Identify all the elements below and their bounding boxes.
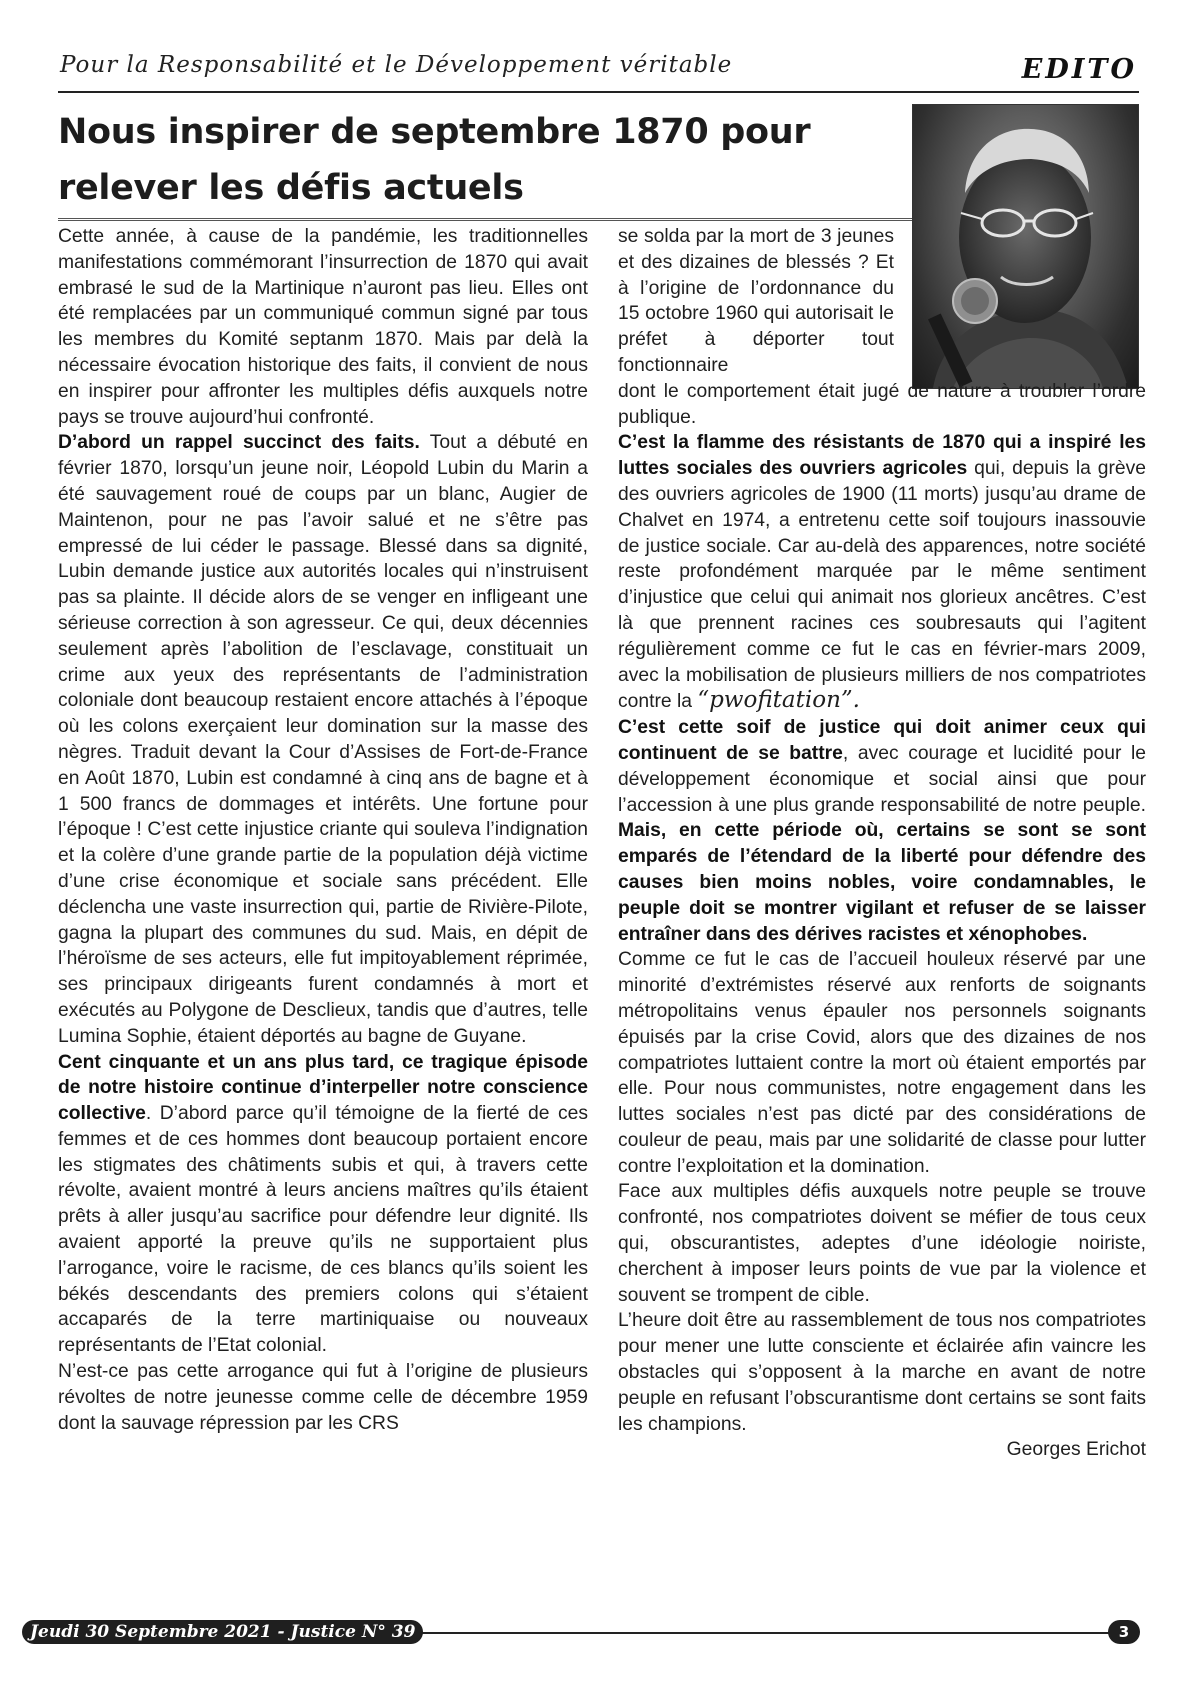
paragraph xyxy=(618,430,1146,715)
title-divider xyxy=(58,218,918,221)
paragraph-emphasis: Mais, en cette période où, certains se sont se sont emparés de l’étendard de la liberté pour défendre des causes bien moins nobles, voire condamnables, le peuple doit se montrer vigilant et refuser de se laisser entraîner dans des dérives racistes et xénophobes. xyxy=(618,820,1146,945)
paragraph-body: , avec courage et lucidité pour le développement économique et social ainsi que pour l’accession à une plus grande responsabilité de notre peuple. xyxy=(618,742,1147,816)
page-number: 3 xyxy=(1108,1620,1140,1644)
paragraph: L’heure doit être au rassemblement de tous nos compatriotes pour mener une lutte consciente et éclairée afin vaincre les obstacles qui s’opposent à la marche en avant de notre peuple en refusant l’obscurantisme dont certains se sont faits les champions. xyxy=(618,1310,1146,1435)
pwofitation-quote: “pwofitation”. xyxy=(697,687,860,714)
paragraph-lead: Cent cinquante et un ans plus tard, ce tragique épisode de notre histoire continue d’interpeller notre conscience collective xyxy=(58,1051,588,1125)
paragraph: Comme ce fut le cas de l’accueil houleux réservé par une minorité d’extrémistes réservé aux renforts de soignants métropolitains venus épauler nos personnels soignants épuisés par la crise Covid, alors que des dizaines de nos compatriotes luttaient contre la mort où étaient emportés par elle. Pour nous communistes, notre engagement dans les luttes sociales n’est pas dicté par des considérations de couleur de peau, mais par une solidarité de classe pour lutter contre l’exploitation et la domination. xyxy=(618,949,1146,1177)
header-tagline: Pour la Responsabilité et le Développement véritable xyxy=(60,52,733,78)
paragraph: se solda par la mort de 3 jeunes et des dizaines de blessés ? Et à l’origine de l’ordonnance du 15 octobre 1960 qui autorisait le préfet à déporter tout fonctionnaire xyxy=(618,226,894,376)
article-title: Nous inspirer de septembre 1870 pour relever les défis actuels xyxy=(58,112,811,208)
paragraph-body: Tout a débuté en février 1870, lorsqu’un jeune noir, Léopold Lubin du Marin a été sauvagement roué de coups par un blanc, Augier de Maintenon, pour ne pas l’avoir salué et ne s’être pas empressé de lui céder le passage. Blessé dans sa dignité, Lubin demande justice aux autorités locales qui n’instruisent pas sa plainte. Il décide alors de se venger en infligeant une sérieuse correction à son agresseur. Ce qui, deux décennies seulement après l’abolition de l’esclavage, constituait un crime aux yeux des représentants de l’administration coloniale dont beaucoup restaient encore attachés à l’époque où les colons exerçaient leur domination sur la masse des nègres. Traduit devant la Cour d’Assises de Fort-de-France en Août 1870, Lubin est condamné à cinq ans de bagne et à 1 500 francs de dommages et intérêts. Une fortune pour l’époque ! C’est cette injustice criante qui souleva l’indignation et la colère d’une grande partie de la population déjà victime d’une crise économique et sociale sans précédent. Elle déclencha une vaste insurrection qui, partie de Rivière-Pilote, gagna la plupart des communes du sud. Mais, en dépit de l’héroïsme de ses acteurs, elle fut impitoyablement réprimée, ses principaux dirigeants furent condamnés à mort et exécutés au Polygone de Desclieux, tandis que d’autres, telle Lumina Sophie, étaient déportés au bagne de Guyane. xyxy=(58,432,589,1047)
paragraph xyxy=(618,715,1146,947)
footer-issue-date: Jeudi 30 Septembre 2021 - Justice N° 39 xyxy=(22,1620,423,1644)
paragraph xyxy=(58,430,588,1049)
paragraph-lead: D’abord un rappel succinct des faits. xyxy=(58,432,420,454)
author-signature: Georges Erichot xyxy=(1006,1439,1146,1461)
paragraph-body: . D’abord parce qu’il témoigne de la fierté de ces femmes et de ces hommes dont beaucoup portaient encore les stigmates des châtiments subis et qui, à travers cette révolte, avaient montré à leurs anciens maîtres qu’ils étaient prêts à aller jusqu’au sacrifice pour défendre leur dignité. Ils avaient apporté la preuve qu’ils ne supportaient plus l’arrogance, voire le racisme, de ces blancs qu’ils soient les békés descendants des premiers colons qui s’étaient accaparés de la terre martiniquaise ou nouveaux représentants de l’Etat colonial. xyxy=(58,1103,588,1357)
paragraph: dont le comportement était jugé de nature à troubler l’ordre publique. xyxy=(618,380,1146,428)
paragraph: Face aux multiples défis auxquels notre peuple se trouve confronté, nos compatriotes doivent se méfier de tous ceux qui, obscurantistes, adeptes d’une idéologie noiriste, cherchent à imposer leurs points de vue par la violence et souvent se trompent de cible. xyxy=(618,1181,1146,1306)
article-column-left xyxy=(58,224,588,1436)
paragraph-body: qui, depuis la grève des ouvriers agricoles de 1900 (11 morts) jusqu’au drame de Chalvet en 1974, a entretenu cette soif toujours inassouvie de justice sociale. Car au-delà des apparences, notre société reste profondément marquée par le même sentiment d’injustice que celui qui animait nos glorieux ancêtres. C’est là que prennent racines ces soubresauts qui l’agitent régulièrement comme ce fut le cas en février-mars 2009, avec la mobilisation de plusieurs milliers de nos compatriotes contre la xyxy=(618,458,1146,713)
paragraph xyxy=(58,1050,588,1360)
article-column-right xyxy=(618,224,1146,1463)
paragraph: Cette année, à cause de la pandémie, les traditionnelles manifestations commémorant l’insurrection de 1870 qui avait embrasé le sud de la Martinique n’auront pas lieu. Elles ont été remplacées par un communiqué commun signé par tous les membres du Komité septanm 1870. Mais par delà la nécessaire évocation historique des faits, il convient de nous en inspirer pour affronter les multiples défis auxquels notre pays se trouve aujourd’hui confronté. xyxy=(58,226,588,428)
header-divider xyxy=(58,91,1139,93)
paragraph-lead: C’est cette soif de justice qui doit animer ceux qui continuent de se battre xyxy=(618,717,1146,764)
section-label: EDITO xyxy=(1021,54,1137,85)
paragraph: N’est-ce pas cette arrogance qui fut à l’origine de plusieurs révoltes de notre jeunesse comme celle de décembre 1959 dont la sauvage répression par les CRS xyxy=(58,1361,588,1434)
footer-divider xyxy=(390,1632,1117,1634)
paragraph-lead: C’est la flamme des résistants de 1870 qui a inspiré les luttes sociales des ouvriers agricoles xyxy=(618,432,1146,480)
